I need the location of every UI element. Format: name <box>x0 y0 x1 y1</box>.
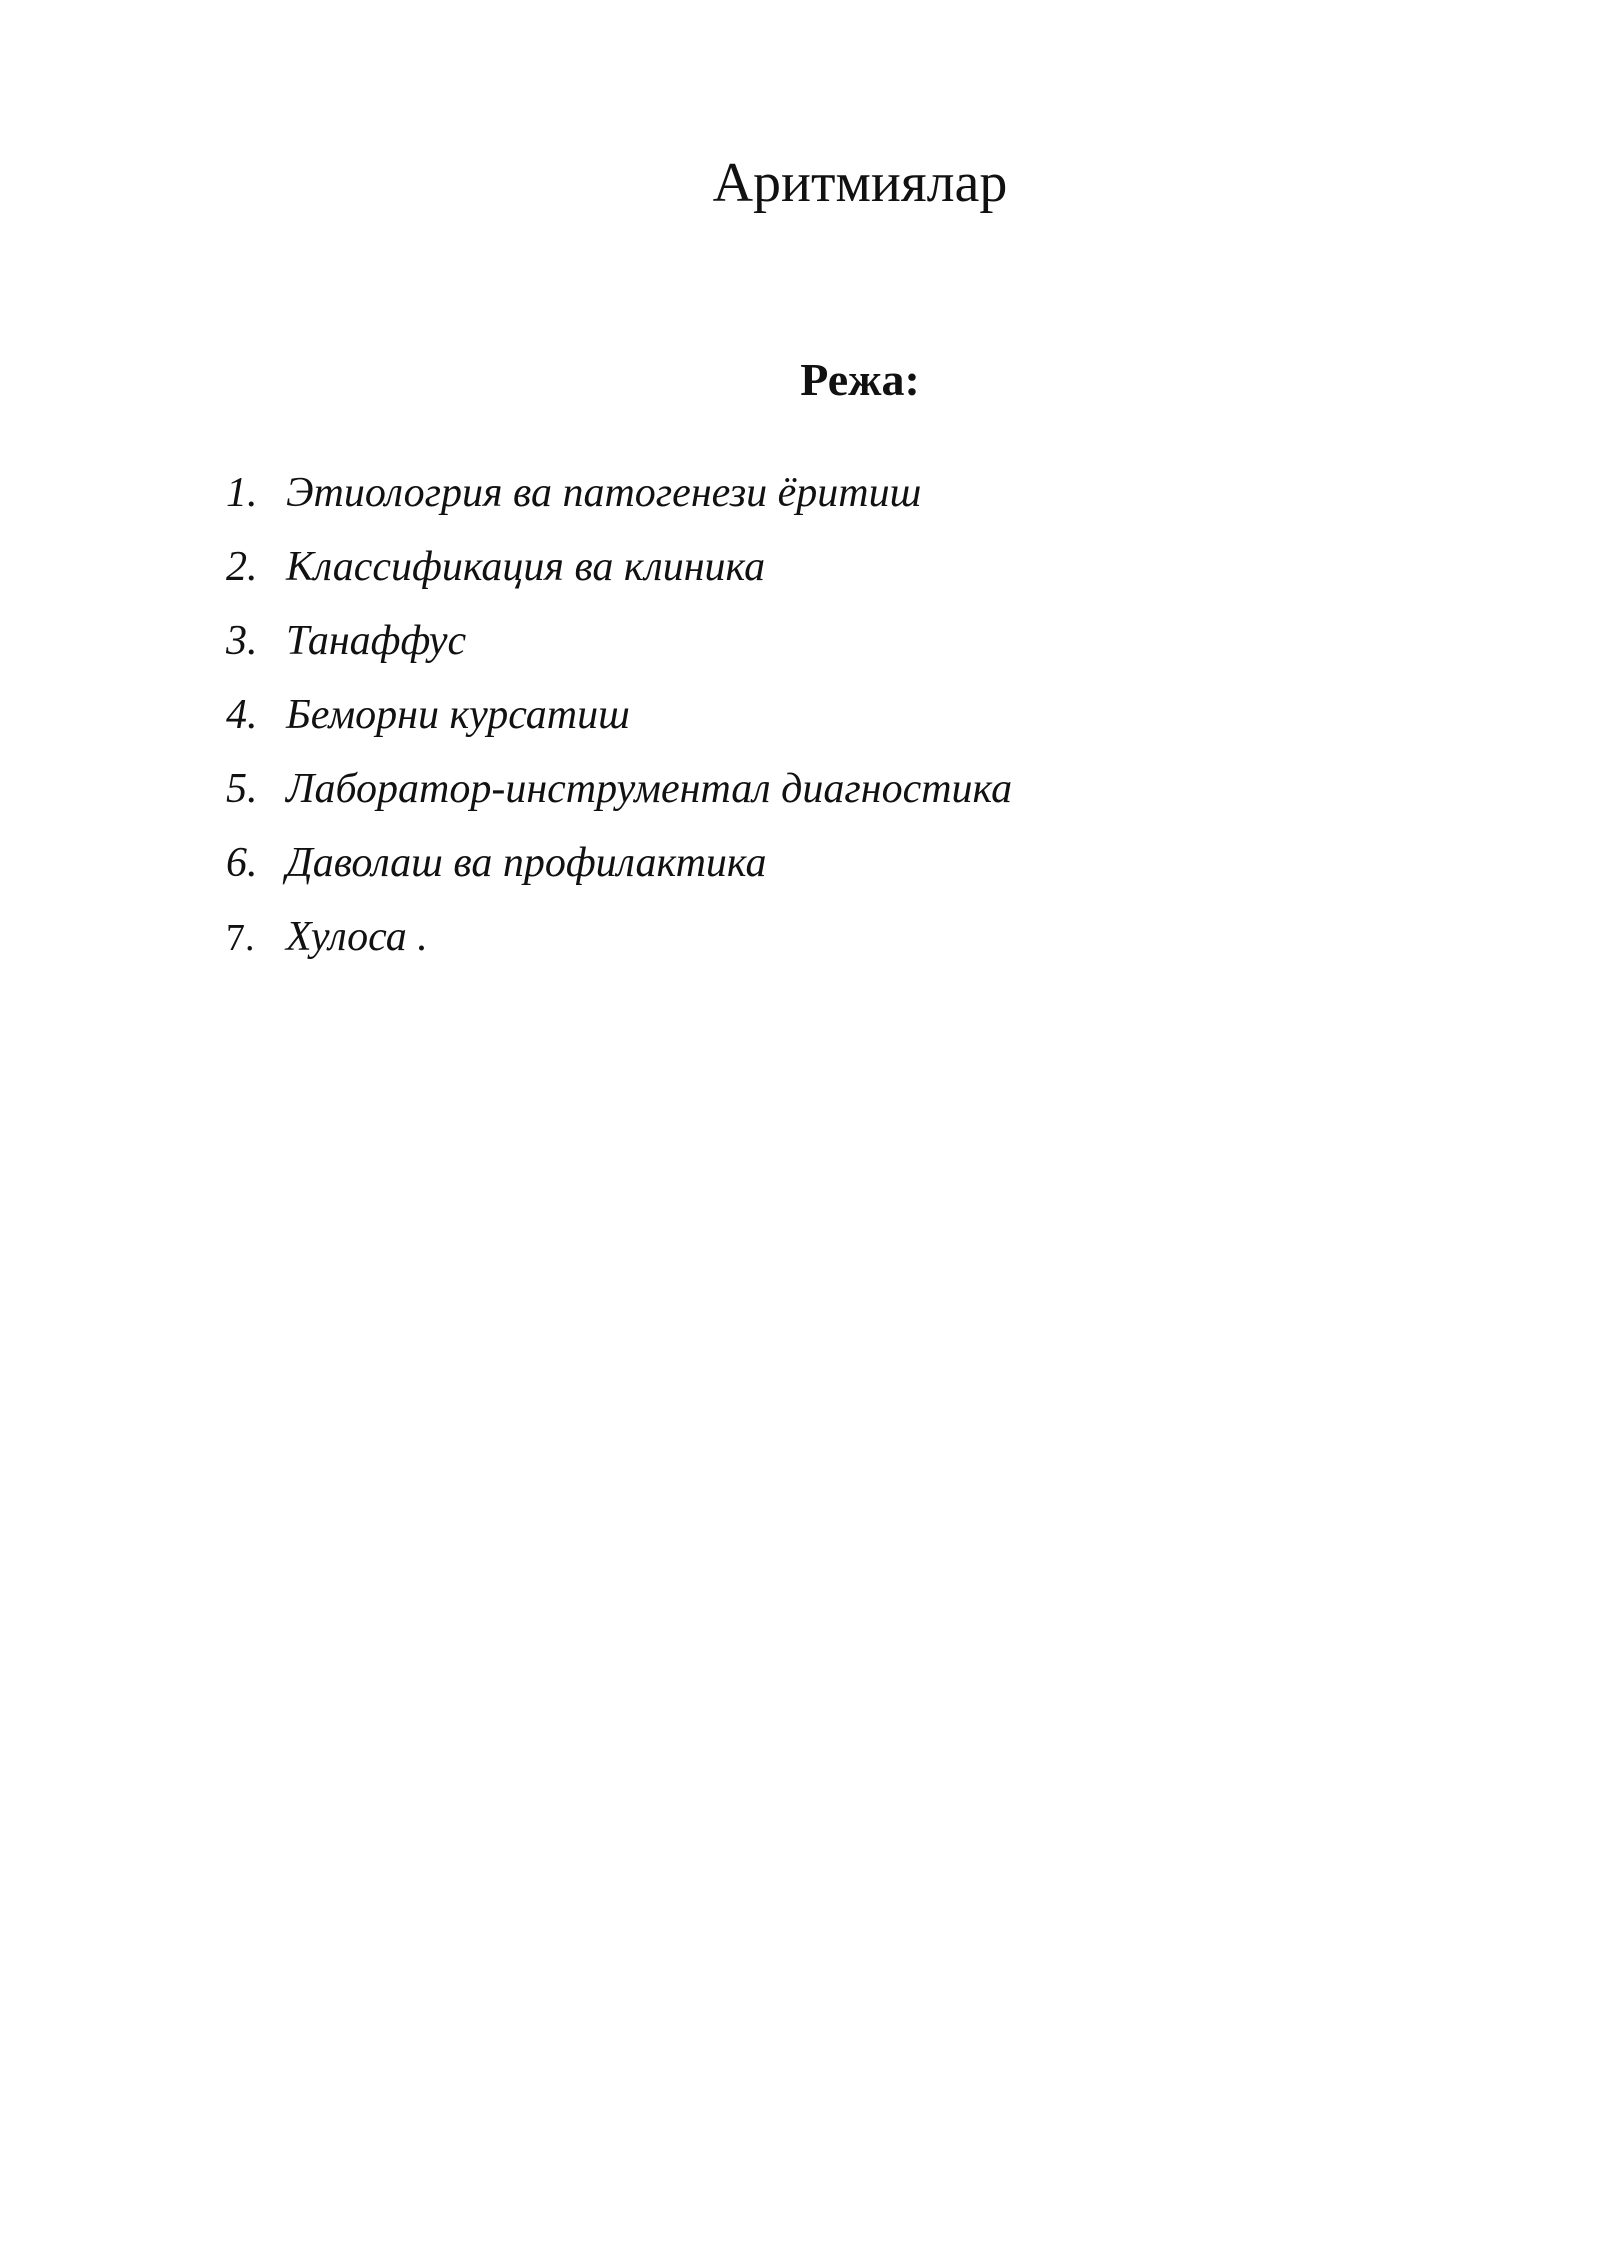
list-item <box>226 542 1012 616</box>
list-item <box>226 764 1012 838</box>
list-item-number: 3. <box>226 618 258 664</box>
list-item-number: 5. <box>226 766 258 812</box>
list-item <box>226 468 1012 542</box>
list-item-number: 7. <box>226 917 255 959</box>
list-item-text: Этиологрия ва патогенези ёритиш <box>286 470 922 516</box>
list-item <box>226 838 1012 912</box>
list-item-number: 1. <box>226 470 258 516</box>
plan-list <box>226 468 1012 986</box>
list-item-text: Хулоса . <box>286 914 428 960</box>
list-item-number: 6. <box>226 840 258 886</box>
list-item-number: 2. <box>226 544 258 590</box>
list-item-number: 4. <box>226 692 258 738</box>
list-item-text: Классификация ва клиника <box>286 544 766 590</box>
list-item-text: Лаборатор-инструментал диагностика <box>286 766 1013 812</box>
document-title: Аритмиялар <box>712 152 1008 214</box>
list-item <box>226 690 1012 764</box>
list-item-text: Танаффус <box>286 618 467 664</box>
list-item-text: Беморни курсатиш <box>286 692 630 738</box>
list-item <box>226 912 1012 986</box>
list-item <box>226 616 1012 690</box>
plan-heading: Режа: <box>800 354 920 405</box>
list-item-text: Даволаш ва профилактика <box>286 840 767 886</box>
